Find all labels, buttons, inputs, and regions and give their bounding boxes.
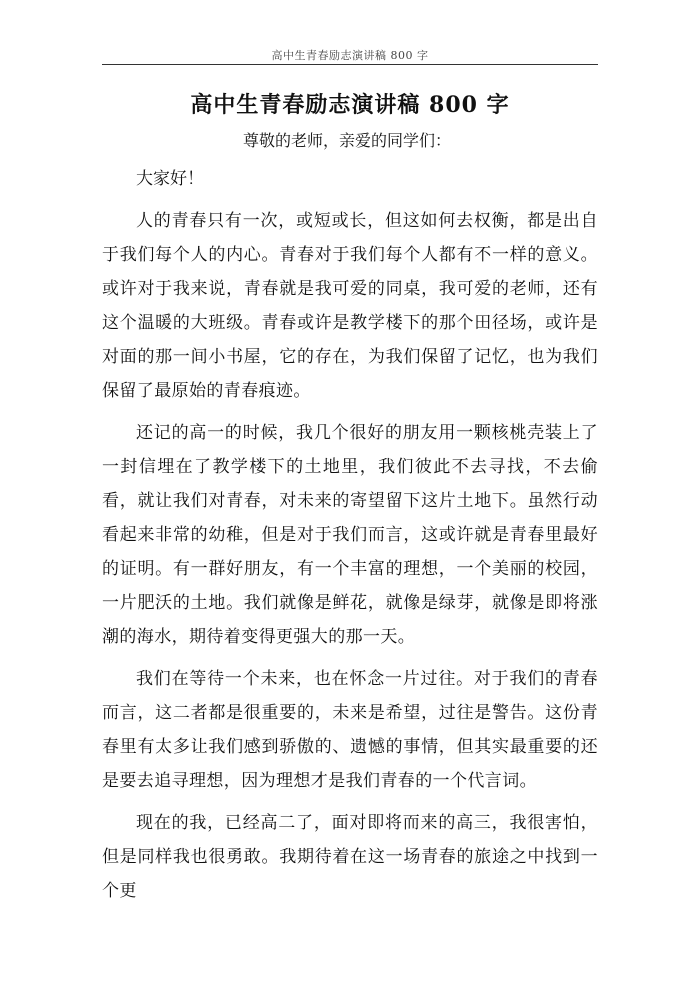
header-divider	[102, 64, 598, 65]
salutation: 尊敬的老师，亲爱的同学们：	[243, 131, 452, 150]
running-header: 高中生青春励志演讲稿 800 字	[271, 49, 429, 62]
greeting: 大家好！	[136, 169, 204, 189]
paragraph-2: 还记的高一的时候，我几个很好的朋友用一颗核桃壳装上了一封信埋在了教学楼下的土地里，我们彼此不去寻找，不去偷看，就让我们对青春，对未来的寄望留下这片土地下。虽然行动看起来非常的幼稚，但是对于我们而言，这或许就是青春里最好的证明。有一群好朋友，有一个丰富的理想，一个美丽的校园，一片肥沃的土地。我们就像是鲜花，就像是绿芽，就像是即将涨潮的海水，期待着变得更强大的那一天。	[102, 423, 598, 647]
paragraph-3: 我们在等待一个未来，也在怀念一片过往。对于我们的青春而言，这二者都是很重要的，未来是希望，过往是警告。这份青春里有太多让我们感到骄傲的、遗憾的事情，但其实最重要的还是要去追寻理想，因为理想才是我们青春的一个代言词。	[102, 669, 598, 791]
document-title: 高中生青春励志演讲稿 800 字	[190, 92, 510, 118]
paragraph-1: 人的青春只有一次，或短或长，但这如何去权衡，都是出自于我们每个人的内心。青春对于我们每个人都有不一样的意义。或许对于我来说，青春就是我可爱的同桌，我可爱的老师，还有这个温暖的大班级。青春或许是教学楼下的那个田径场，或许是对面的那一间小书屋，它的存在，为我们保留了记忆，也为我们保留了最原始的青春痕迹。	[102, 211, 598, 401]
speech-body	[102, 162, 598, 916]
paragraph-4: 现在的我，已经高二了，面对即将而来的高三，我很害怕，但是同样我也很勇敢。我期待着在这一场青春的旅途之中找到一个更	[102, 813, 598, 901]
